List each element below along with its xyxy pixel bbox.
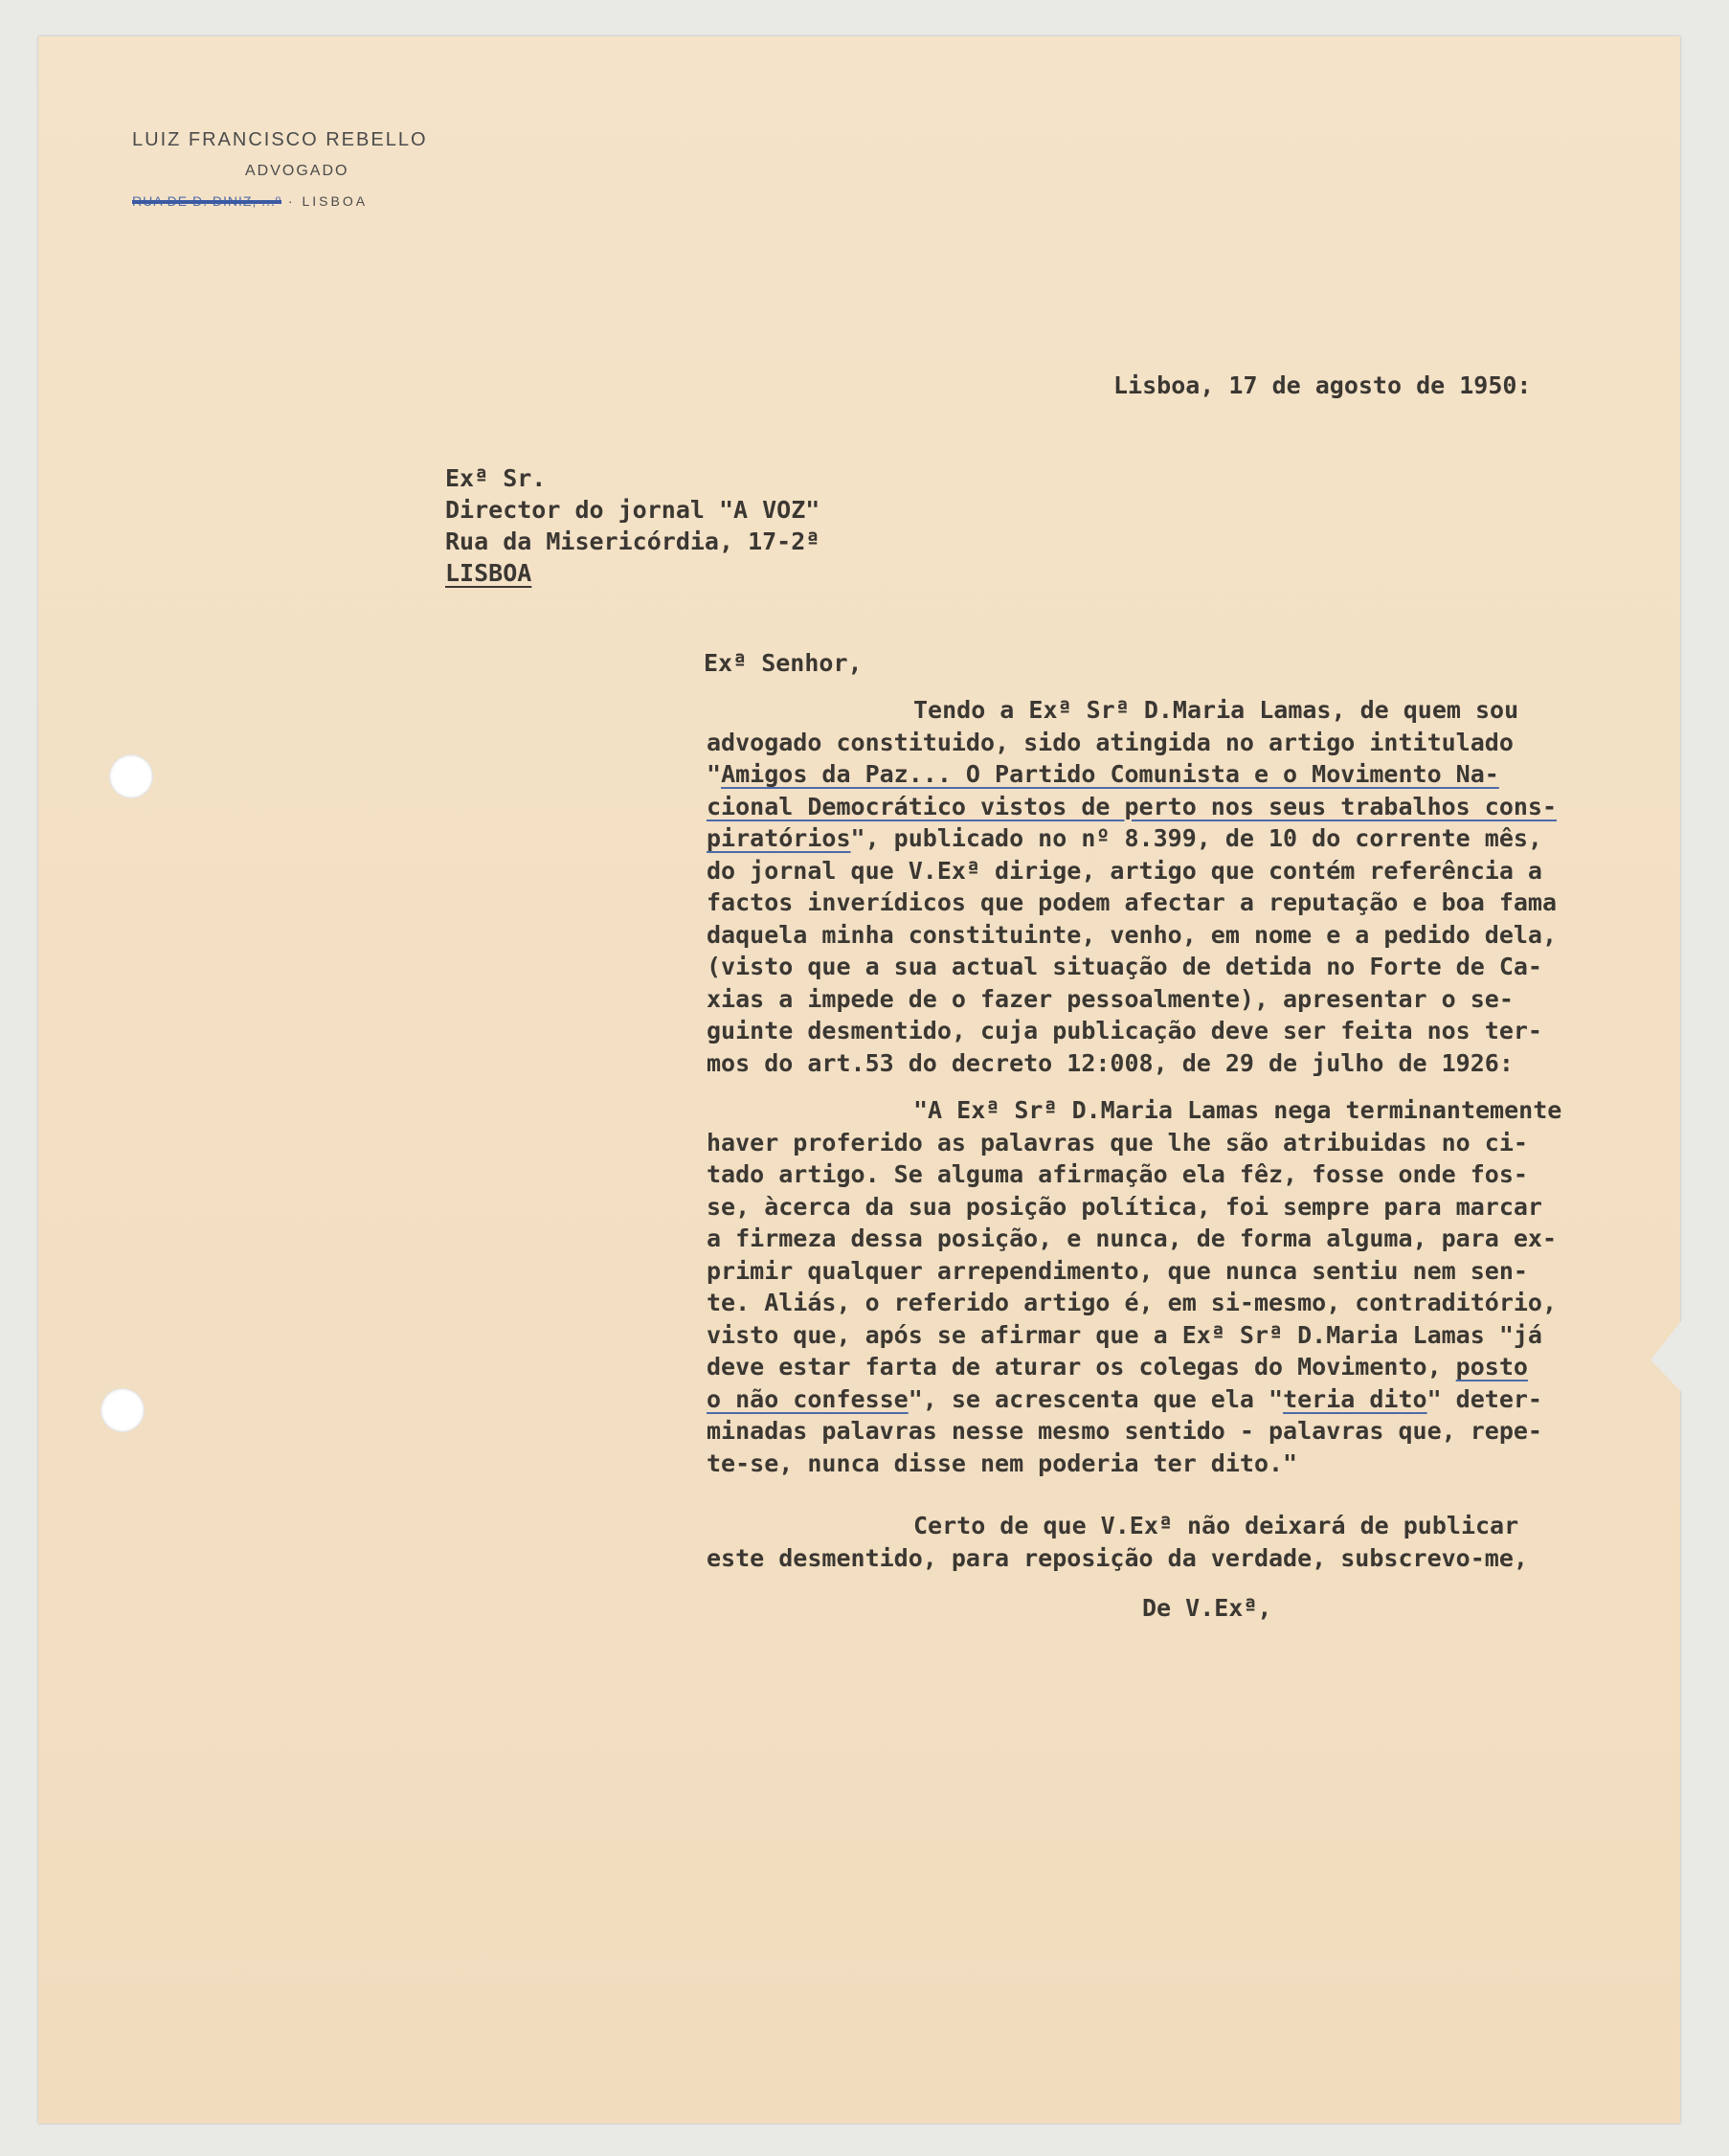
paragraph-1 bbox=[707, 694, 1557, 1079]
recipient-line: Director do jornal "A VOZ" bbox=[445, 496, 820, 524]
text-span: ", publicado no nº 8.399, de 10 do corrente mês, bbox=[850, 824, 1542, 852]
letterhead bbox=[132, 129, 515, 209]
text-line bbox=[707, 822, 1557, 855]
text-span: ", se acrescenta que ela " bbox=[908, 1384, 1284, 1413]
text-line: xias a impede de o fazer pessoalmente), apresentar o se- bbox=[707, 984, 1514, 1013]
lawyer-title: ADVOGADO bbox=[245, 163, 349, 179]
text-line: te. Aliás, o referido artigo é, em si-mesmo, contraditório, bbox=[707, 1289, 1558, 1316]
letterhead-address bbox=[132, 193, 515, 209]
underlined-phrase: teria dito bbox=[1283, 1384, 1427, 1413]
address-city: · LISBOA bbox=[281, 193, 369, 209]
text-line bbox=[707, 1383, 1561, 1416]
text-span: " deter- bbox=[1426, 1384, 1542, 1413]
article-title: Amigos da Paz... O Partido Comunista e o Movimento Na- bbox=[721, 760, 1499, 788]
recipient-city: LISBOA bbox=[445, 559, 532, 587]
quote-mark: " bbox=[707, 760, 722, 788]
text-line: haver proferido as palavras que lhe são atribuidas no ci- bbox=[707, 1128, 1528, 1157]
recipient-block bbox=[445, 462, 820, 589]
underlined-phrase: posto bbox=[1455, 1353, 1528, 1381]
text-line: visto que, após se afirmar que a Exª Srª D.Maria Lamas "já bbox=[707, 1320, 1542, 1349]
salutation: Exª Senhor, bbox=[704, 649, 863, 677]
text-line bbox=[707, 1351, 1561, 1383]
article-title: piratórios bbox=[707, 824, 851, 852]
text-line: tado artigo. Se alguma afirmação ela fêz, fosse onde fos- bbox=[707, 1160, 1528, 1188]
text-line: factos inverídicos que podem afectar a reputação e boa fama bbox=[707, 888, 1558, 916]
paragraph-2 bbox=[707, 1094, 1561, 1479]
lawyer-name: LUIZ FRANCISCO REBELLO bbox=[132, 129, 428, 150]
recipient-line: Rua da Misericórdia, 17-2ª bbox=[445, 528, 820, 555]
text-line: do jornal que V.Exª dirige, artigo que contém referência a bbox=[707, 856, 1542, 885]
letter-date: Lisboa, 17 de agosto de 1950: bbox=[1113, 371, 1532, 399]
text-line: mos do art.53 do decreto 12:008, de 29 de julho de 1926: bbox=[707, 1048, 1514, 1077]
text-line: guinte desmentido, cuja publicação deve ser feita nos ter- bbox=[707, 1017, 1542, 1044]
text-line bbox=[707, 758, 1557, 791]
paragraph-3 bbox=[707, 1510, 1528, 1574]
article-title: cional Democrático vistos de perto nos seus trabalhos cons- bbox=[707, 792, 1558, 820]
text-span: deve estar farta de aturar os colegas do Movimento, bbox=[707, 1353, 1456, 1381]
text-line: daquela minha constituinte, venho, em nome e a pedido dela, bbox=[707, 920, 1558, 949]
text-line: se, àcerca da sua posição política, foi sempre para marcar bbox=[707, 1192, 1542, 1221]
text-line: primir qualquer arrependimento, que nunca sentiu nem sen- bbox=[707, 1256, 1528, 1285]
text-line: Tendo a Exª Srª D.Maria Lamas, de quem sou bbox=[913, 696, 1519, 724]
struck-address: RUA DE D. DINIZ, ...º bbox=[132, 193, 282, 209]
recipient-line: Exª Sr. bbox=[445, 464, 547, 492]
text-line: minadas palavras nesse mesmo sentido - palavras que, repe- bbox=[707, 1417, 1542, 1445]
letter-paper bbox=[38, 36, 1680, 2123]
text-line: advogado constituido, sido atingida no artigo intitulado bbox=[707, 728, 1514, 756]
text-line: Certo de que V.Exª não deixará de publicar bbox=[913, 1512, 1519, 1539]
punch-hole-bottom bbox=[101, 1388, 145, 1432]
text-line: "A Exª Srª D.Maria Lamas nega terminantemente bbox=[913, 1096, 1562, 1124]
closing: De V.Exª, bbox=[1142, 1594, 1272, 1622]
underlined-phrase: o não confesse bbox=[707, 1384, 909, 1413]
text-line: a firmeza dessa posição, e nunca, de forma alguma, para ex- bbox=[707, 1224, 1558, 1252]
punch-hole-top bbox=[109, 754, 153, 798]
text-line: (visto que a sua actual situação de detida no Forte de Ca- bbox=[707, 953, 1542, 980]
text-line: te-se, nunca disse nem poderia ter dito." bbox=[707, 1449, 1298, 1477]
text-line: este desmentido, para reposição da verdade, subscrevo-me, bbox=[707, 1543, 1528, 1572]
